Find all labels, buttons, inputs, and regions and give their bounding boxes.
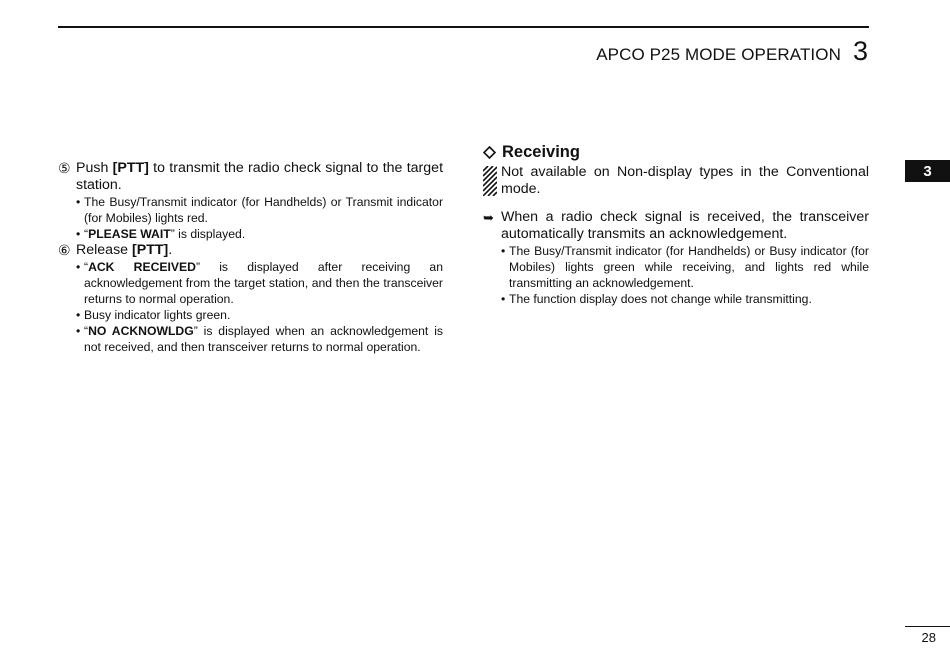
page-number: 28 — [921, 630, 936, 645]
step-text-post: to transmit the radio check signal to the target station. — [76, 160, 444, 193]
list-item: • Busy indicator lights green. — [76, 307, 443, 323]
step-text — [76, 160, 443, 194]
list-item: • “PLEASE WAIT” is displayed. — [76, 226, 443, 242]
right-column — [483, 142, 869, 307]
list-item: • The Busy/Transmit indicator (for Handhelds) or Transmit indicator (for Mobiles) lights red. — [76, 195, 443, 225]
page-header — [596, 36, 868, 67]
section-title: Receiving — [502, 142, 580, 161]
bullet-pre: “ — [84, 227, 89, 241]
bullet-text — [84, 259, 443, 307]
bullet-text: The Busy/Transmit indicator (for Handhelds) or Busy indicator (for Mobiles) lights green while receiving, and lights red while transmitting an acknowledgement. — [509, 244, 869, 290]
display-message: ACK RECEIVED — [88, 260, 196, 274]
hatched-note-icon — [483, 166, 497, 196]
step-5-bullets — [76, 194, 443, 242]
step-5 — [58, 160, 443, 194]
step-number: ⑤ — [58, 160, 71, 176]
list-item: • “ACK RECEIVED” is displayed after receiving an acknowledgement from the target station, and then the transceiver returns to normal operation. — [76, 260, 443, 306]
step-6-bullets — [76, 259, 443, 355]
top-rule — [58, 26, 869, 28]
left-column — [58, 160, 443, 355]
step-text-pre: Push — [76, 160, 113, 176]
header-chapter-number: 3 — [852, 36, 868, 66]
bullet-post: ” is displayed after receiving an acknowledgement from the target station, and then the transceiver returns to normal operation. — [84, 260, 443, 306]
arrow-right-icon: ➥ — [483, 210, 494, 225]
section-heading — [483, 142, 869, 162]
step-6 — [58, 242, 443, 259]
list-item: • The function display does not change while transmitting. — [501, 291, 869, 307]
list-item: • “NO ACKNOWLDG” is displayed when an acknowledgement is not received, and then transceiver returns to normal operation. — [76, 324, 443, 354]
step-text-post: . — [168, 242, 173, 258]
step-text-pre: Release — [76, 242, 132, 258]
display-message: PLEASE WAIT — [88, 227, 171, 241]
display-message: NO ACKNOWLDG — [88, 324, 194, 338]
receiving-bullets — [501, 243, 869, 307]
bottom-rule — [905, 626, 950, 627]
note-text: Not available on Non-display types in the Conventional mode. — [501, 164, 869, 197]
step-text — [76, 242, 443, 259]
procedure-text: When a radio check signal is received, the transceiver automatically transmits an acknowledgement. — [501, 209, 869, 242]
bullet-pre: “ — [84, 324, 89, 338]
bullet-pre: “ — [84, 260, 89, 274]
bullet-text — [84, 323, 443, 355]
bullet-text — [84, 226, 443, 242]
diamond-outline-icon — [483, 146, 496, 159]
header-title: APCO P25 MODE OPERATION — [596, 45, 841, 64]
ptt-key-label: [PTT] — [112, 160, 149, 176]
list-item: • The Busy/Transmit indicator (for Handhelds) or Busy indicator (for Mobiles) lights green while receiving, and lights red while transmitting an acknowledgement. — [501, 244, 869, 290]
chapter-tab: 3 — [905, 160, 950, 182]
bullet-post: ” is displayed. — [170, 227, 246, 241]
bullet-text: The function display does not change while transmitting. — [509, 292, 812, 306]
procedure-step — [483, 209, 869, 243]
note — [483, 164, 869, 198]
ptt-key-label: [PTT] — [132, 242, 169, 258]
bullet-text: The Busy/Transmit indicator (for Handhelds) or Transmit indicator (for Mobiles) lights red. — [84, 195, 443, 225]
step-number: ⑥ — [58, 242, 71, 258]
bullet-post: ” is displayed when an acknowledgement is not received, and then transceiver returns to normal operation. — [84, 324, 443, 354]
bullet-text: Busy indicator lights green. — [84, 308, 231, 322]
